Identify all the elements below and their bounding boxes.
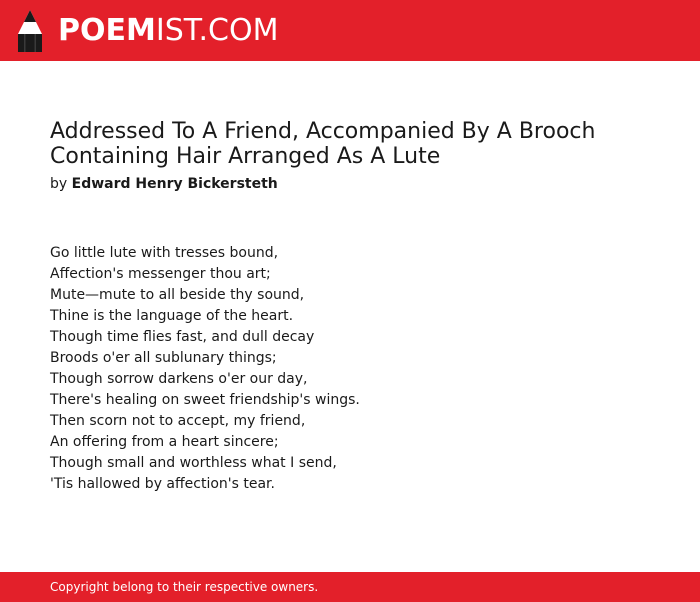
logo-text-light: IST.COM bbox=[155, 13, 279, 48]
pencil-tip-icon bbox=[18, 10, 42, 52]
poem-line: 'Tis hallowed by affection's tear. bbox=[50, 476, 275, 492]
poem-title: Addressed To A Friend, Accompanied By A Brooch Containing Hair Arranged As A Lute bbox=[50, 119, 596, 169]
poem-line: Go little lute with tresses bound, bbox=[50, 245, 279, 261]
poem-line: Broods o'er all sublunary things; bbox=[50, 350, 277, 366]
poem-line: Though sorrow darkens o'er our day, bbox=[50, 371, 308, 387]
site-logo-link[interactable] bbox=[18, 10, 278, 52]
copyright-text: Copyright belong to their respective owners. bbox=[50, 580, 319, 594]
poem-line: Thine is the language of the heart. bbox=[50, 308, 294, 324]
logo-text-bold: POEM bbox=[58, 13, 156, 48]
poem-body bbox=[50, 243, 360, 495]
poem-line: There's healing on sweet friendship's wings. bbox=[50, 392, 360, 408]
poem-author: Edward Henry Bickersteth bbox=[71, 176, 278, 192]
poem-line: Though small and worthless what I send, bbox=[50, 455, 337, 471]
site-footer bbox=[0, 572, 700, 602]
poem-line: Mute—mute to all beside thy sound, bbox=[50, 287, 305, 303]
logo-text bbox=[58, 10, 278, 52]
poem-byline bbox=[50, 174, 278, 194]
poem-line: Then scorn not to accept, my friend, bbox=[50, 413, 306, 429]
site-header bbox=[0, 0, 700, 61]
by-label: by bbox=[50, 176, 68, 192]
poem-line: Affection's messenger thou art; bbox=[50, 266, 271, 282]
poem-line: An offering from a heart sincere; bbox=[50, 434, 279, 450]
poem-line: Though time flies fast, and dull decay bbox=[50, 329, 315, 345]
